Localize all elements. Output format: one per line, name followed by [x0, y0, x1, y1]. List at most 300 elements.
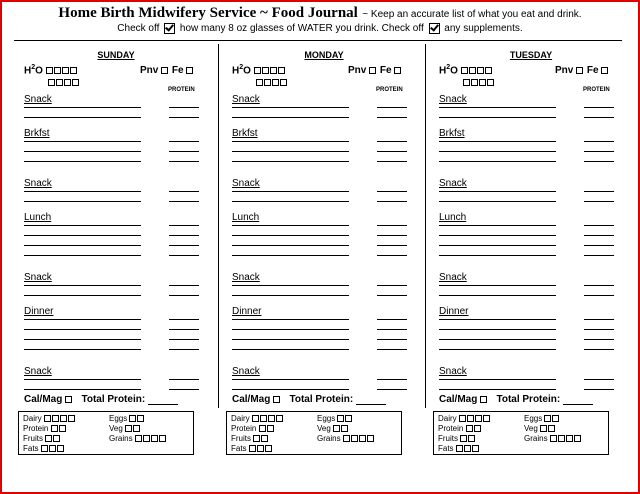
pnv-label: Pnv [555, 65, 574, 76]
fe-checkbox-icon[interactable] [394, 67, 401, 74]
calmag-total-row [439, 394, 593, 405]
meal-entry-line[interactable] [232, 235, 349, 236]
meal-entry-line[interactable] [439, 117, 556, 118]
checkbox-icon[interactable] [467, 415, 474, 422]
checkbox-icon[interactable] [68, 415, 75, 422]
checkbox-icon[interactable] [46, 67, 53, 74]
water-label-sup: 2 [31, 64, 36, 71]
meal-entry-line[interactable] [24, 235, 141, 236]
food-group-fruits [231, 434, 269, 443]
meal-label: Snack [439, 272, 467, 283]
meal-entry-line[interactable] [24, 389, 141, 390]
meal-label: Lunch [439, 212, 467, 223]
food-group-label: Eggs [524, 414, 543, 423]
checkbox-icon[interactable] [477, 67, 484, 74]
protein-entry-line[interactable] [377, 379, 407, 380]
meal-entry-line[interactable] [439, 349, 556, 350]
checked-box-icon [429, 23, 440, 34]
meal-entry-line[interactable] [24, 285, 141, 286]
meal-entry-line[interactable] [24, 117, 141, 118]
food-group-label: Veg [524, 424, 538, 433]
protein-entry-line[interactable] [169, 245, 199, 246]
checkbox-icon[interactable] [265, 445, 272, 452]
meal-entry-line[interactable] [439, 245, 556, 246]
food-group-veg [524, 424, 556, 433]
protein-column-label: PROTEIN [583, 87, 610, 93]
protein-entry-line[interactable] [377, 225, 407, 226]
checkbox-icon[interactable] [487, 79, 494, 86]
protein-entry-line[interactable] [584, 191, 614, 192]
protein-entry-line[interactable] [169, 225, 199, 226]
meal-label: Lunch [24, 212, 52, 223]
protein-entry-line[interactable] [584, 141, 614, 142]
protein-entry-line[interactable] [584, 295, 614, 296]
checkbox-icon[interactable] [72, 79, 79, 86]
food-group-label: Grains [524, 434, 548, 443]
protein-entry-line[interactable] [169, 151, 199, 152]
protein-entry-line[interactable] [169, 255, 199, 256]
meal-entry-line[interactable] [232, 295, 349, 296]
meal-entry-line[interactable] [439, 191, 556, 192]
water-checkboxes-row2 [48, 77, 80, 87]
protein-entry-line[interactable] [377, 201, 407, 202]
column-divider [425, 44, 426, 408]
instruction-part-3: any supplements. [444, 23, 523, 35]
meal-entry-line[interactable] [232, 117, 349, 118]
checkbox-icon[interactable] [471, 79, 478, 86]
protein-entry-line[interactable] [584, 201, 614, 202]
checkbox-icon[interactable] [253, 435, 260, 442]
checkbox-icon[interactable] [272, 79, 279, 86]
fe-checkbox-icon[interactable] [186, 67, 193, 74]
meal-entry-line[interactable] [232, 285, 349, 286]
protein-entry-line[interactable] [377, 389, 407, 390]
checkbox-icon[interactable] [460, 435, 467, 442]
checkbox-icon[interactable] [256, 79, 263, 86]
meal-entry-line[interactable] [24, 151, 141, 152]
checkbox-icon[interactable] [257, 445, 264, 452]
meal-label: Brkfst [439, 128, 465, 139]
protein-entry-line[interactable] [377, 151, 407, 152]
meal-label: Dinner [232, 306, 262, 317]
protein-entry-line[interactable] [584, 235, 614, 236]
meal-entry-line[interactable] [232, 191, 349, 192]
checkbox-icon[interactable] [341, 425, 348, 432]
checkbox-icon[interactable] [129, 415, 136, 422]
protein-column-label: PROTEIN [168, 87, 195, 93]
meal-entry-line[interactable] [24, 339, 141, 340]
food-group-label: Grains [317, 434, 341, 443]
day-name: TUESDAY [509, 50, 553, 60]
protein-entry-line[interactable] [584, 319, 614, 320]
food-group-fats [231, 444, 273, 453]
protein-entry-line[interactable] [584, 389, 614, 390]
protein-entry-line[interactable] [584, 225, 614, 226]
meal-label: Snack [24, 272, 52, 283]
protein-entry-line[interactable] [169, 141, 199, 142]
food-group-label: Fruits [438, 434, 458, 443]
meal-entry-line[interactable] [24, 295, 141, 296]
fe-checkbox-icon[interactable] [601, 67, 608, 74]
protein-entry-line[interactable] [169, 339, 199, 340]
checkbox-icon[interactable] [133, 425, 140, 432]
meal-entry-line[interactable] [232, 349, 349, 350]
checkbox-icon[interactable] [64, 79, 71, 86]
meal-entry-line[interactable] [232, 389, 349, 390]
meal-entry-line[interactable] [439, 295, 556, 296]
checkbox-icon[interactable] [461, 67, 468, 74]
water-label: H [232, 65, 240, 77]
checkbox-icon[interactable] [41, 445, 48, 452]
checkbox-icon[interactable] [264, 79, 271, 86]
food-group-label: Veg [317, 424, 331, 433]
checkbox-icon[interactable] [252, 415, 259, 422]
meal-entry-line[interactable] [232, 107, 349, 108]
water-label: H [24, 65, 32, 77]
protein-entry-line[interactable] [169, 161, 199, 162]
meal-entry-line[interactable] [232, 339, 349, 340]
meal-entry-line[interactable] [24, 329, 141, 330]
calmag-label: Cal/Mag [24, 394, 63, 405]
food-group-box [433, 411, 609, 455]
meal-entry-line[interactable] [439, 107, 556, 108]
meal-entry-line[interactable] [24, 201, 141, 202]
pnv-checkbox-icon[interactable] [161, 67, 168, 74]
food-group-fruits [438, 434, 476, 443]
water-label-sup: 2 [446, 64, 451, 71]
protein-entry-line[interactable] [377, 285, 407, 286]
checkbox-icon[interactable] [49, 445, 56, 452]
protein-entry-line[interactable] [169, 389, 199, 390]
food-group-box [18, 411, 194, 455]
day-name: MONDAY [304, 50, 344, 60]
checkbox-icon[interactable] [550, 435, 557, 442]
meal-label: Snack [232, 272, 260, 283]
checkbox-icon[interactable] [469, 67, 476, 74]
header-divider [14, 40, 622, 41]
food-group-label: Fruits [231, 434, 251, 443]
pnv-label: Pnv [140, 65, 159, 76]
food-group-veg [317, 424, 349, 433]
meal-label: Snack [24, 366, 52, 377]
food-group-label: Eggs [317, 414, 336, 423]
food-group-fats [23, 444, 65, 453]
meal-entry-line[interactable] [232, 255, 349, 256]
protein-entry-line[interactable] [377, 329, 407, 330]
protein-entry-line[interactable] [169, 107, 199, 108]
checkbox-icon[interactable] [57, 445, 64, 452]
protein-entry-line[interactable] [377, 161, 407, 162]
food-group-grains [317, 434, 375, 443]
food-group-eggs [317, 414, 353, 423]
instruction-part-2: how many 8 oz glasses of WATER you drink. Check off [179, 23, 424, 35]
checkbox-icon[interactable] [70, 67, 77, 74]
checkbox-icon[interactable] [351, 435, 358, 442]
protein-entry-line[interactable] [169, 285, 199, 286]
water-label-o: O [243, 65, 251, 77]
protein-entry-line[interactable] [377, 255, 407, 256]
protein-entry-line[interactable] [377, 295, 407, 296]
checkbox-icon[interactable] [558, 435, 565, 442]
protein-entry-line[interactable] [584, 117, 614, 118]
checkbox-icon[interactable] [367, 435, 374, 442]
journal-header [0, 4, 640, 34]
checkbox-icon[interactable] [483, 415, 490, 422]
protein-entry-line[interactable] [377, 349, 407, 350]
checkbox-icon[interactable] [278, 67, 285, 74]
checkbox-icon[interactable] [548, 425, 555, 432]
meal-entry-line[interactable] [24, 349, 141, 350]
checkbox-icon[interactable] [552, 415, 559, 422]
meal-entry-line[interactable] [24, 107, 141, 108]
checkbox-icon[interactable] [56, 79, 63, 86]
fe-label: Fe [379, 65, 392, 76]
checkbox-icon[interactable] [249, 445, 256, 452]
meal-entry-line[interactable] [24, 319, 141, 320]
checkbox-icon[interactable] [137, 415, 144, 422]
meal-entry-line[interactable] [232, 201, 349, 202]
food-group-box [226, 411, 402, 455]
protein-entry-line[interactable] [584, 255, 614, 256]
meal-label: Snack [232, 94, 260, 105]
calmag-label: Cal/Mag [439, 394, 478, 405]
meal-entry-line[interactable] [232, 225, 349, 226]
protein-entry-line[interactable] [169, 201, 199, 202]
meal-entry-line[interactable] [439, 255, 556, 256]
checkbox-icon[interactable] [456, 445, 463, 452]
checkbox-icon[interactable] [151, 435, 158, 442]
checkbox-icon[interactable] [472, 445, 479, 452]
protein-entry-line[interactable] [377, 245, 407, 246]
pnv-checkbox-icon[interactable] [369, 67, 376, 74]
checkbox-icon[interactable] [479, 79, 486, 86]
meal-entry-line[interactable] [232, 161, 349, 162]
water-tracker [232, 64, 286, 76]
meal-entry-line[interactable] [232, 379, 349, 380]
meal-entry-line[interactable] [439, 379, 556, 380]
meal-entry-line[interactable] [439, 389, 556, 390]
food-group-protein [231, 424, 275, 433]
meal-entry-line[interactable] [232, 151, 349, 152]
checkbox-icon[interactable] [267, 425, 274, 432]
checkbox-icon[interactable] [466, 425, 473, 432]
meal-entry-line[interactable] [232, 319, 349, 320]
checkbox-icon[interactable] [345, 415, 352, 422]
water-label-sup: 2 [239, 64, 244, 71]
food-group-label: Veg [109, 424, 123, 433]
checkbox-icon[interactable] [125, 425, 132, 432]
protein-entry-line[interactable] [584, 151, 614, 152]
checkbox-icon[interactable] [540, 425, 547, 432]
checkbox-icon[interactable] [159, 435, 166, 442]
checkbox-icon[interactable] [359, 435, 366, 442]
checkbox-icon[interactable] [259, 425, 266, 432]
checkbox-icon[interactable] [468, 435, 475, 442]
food-group-dairy [23, 414, 76, 423]
food-group-label: Fats [23, 444, 39, 453]
checkbox-icon[interactable] [60, 415, 67, 422]
food-group-dairy [231, 414, 284, 423]
meal-entry-line[interactable] [24, 141, 141, 142]
food-group-protein [438, 424, 482, 433]
checkbox-icon[interactable] [143, 435, 150, 442]
checkbox-icon[interactable] [260, 415, 267, 422]
protein-entry-line[interactable] [169, 329, 199, 330]
checkbox-icon[interactable] [254, 67, 261, 74]
protein-entry-line[interactable] [377, 141, 407, 142]
food-group-label: Dairy [231, 414, 250, 423]
total-protein-label: Total Protein: [496, 394, 561, 405]
checkbox-icon[interactable] [544, 415, 551, 422]
protein-entry-line[interactable] [584, 339, 614, 340]
meal-entry-line[interactable] [232, 141, 349, 142]
checkbox-icon[interactable] [276, 415, 283, 422]
checkbox-icon[interactable] [333, 425, 340, 432]
checkbox-icon[interactable] [45, 435, 52, 442]
instruction-part-1: Check off [117, 23, 160, 35]
day-name: SUNDAY [97, 50, 135, 60]
protein-entry-line[interactable] [169, 319, 199, 320]
protein-entry-line[interactable] [584, 107, 614, 108]
meal-label: Brkfst [24, 128, 50, 139]
checkbox-icon[interactable] [262, 67, 269, 74]
protein-entry-line[interactable] [584, 349, 614, 350]
meal-entry-line[interactable] [439, 285, 556, 286]
day-column-2 [431, 44, 631, 404]
pnv-checkbox-icon[interactable] [576, 67, 583, 74]
meal-entry-line[interactable] [232, 245, 349, 246]
checkbox-icon[interactable] [463, 79, 470, 86]
water-label-o: O [450, 65, 458, 77]
protein-entry-line[interactable] [169, 379, 199, 380]
checkbox-icon[interactable] [474, 425, 481, 432]
checkbox-icon[interactable] [268, 415, 275, 422]
food-group-label: Protein [23, 424, 49, 433]
calmag-checkbox-icon[interactable] [480, 396, 487, 403]
meal-entry-line[interactable] [439, 141, 556, 142]
protein-entry-line[interactable] [584, 245, 614, 246]
checkbox-icon[interactable] [270, 67, 277, 74]
protein-entry-line[interactable] [377, 339, 407, 340]
protein-entry-line[interactable] [377, 319, 407, 320]
supplements [348, 65, 402, 76]
water-label-o: O [35, 65, 43, 77]
protein-entry-line[interactable] [169, 235, 199, 236]
checkbox-icon[interactable] [566, 435, 573, 442]
checkbox-icon[interactable] [52, 415, 59, 422]
meal-entry-line[interactable] [24, 191, 141, 192]
meal-entry-line[interactable] [439, 319, 556, 320]
checkbox-icon[interactable] [62, 67, 69, 74]
meal-entry-line[interactable] [24, 379, 141, 380]
meal-entry-line[interactable] [439, 161, 556, 162]
protein-entry-line[interactable] [377, 117, 407, 118]
calmag-total-row [232, 394, 386, 405]
meal-entry-line[interactable] [24, 225, 141, 226]
meal-label: Dinner [24, 306, 54, 317]
water-label: H [439, 65, 447, 77]
meal-entry-line[interactable] [439, 339, 556, 340]
meal-entry-line[interactable] [439, 151, 556, 152]
protein-entry-line[interactable] [169, 191, 199, 192]
column-divider [218, 44, 219, 408]
journal-title: Home Birth Midwifery Service ~ Food Journal [58, 5, 358, 21]
meal-entry-line[interactable] [24, 245, 141, 246]
checkbox-icon[interactable] [54, 67, 61, 74]
meal-entry-line[interactable] [24, 255, 141, 256]
protein-entry-line[interactable] [377, 191, 407, 192]
water-tracker [439, 64, 493, 76]
supplements [555, 65, 609, 76]
meal-label: Snack [24, 94, 52, 105]
meal-label: Snack [232, 366, 260, 377]
meal-entry-line[interactable] [24, 161, 141, 162]
total-protein-line[interactable] [563, 396, 593, 405]
meal-entry-line[interactable] [439, 201, 556, 202]
checkbox-icon[interactable] [464, 445, 471, 452]
protein-column-label: PROTEIN [376, 87, 403, 93]
day-column-0 [16, 44, 216, 404]
protein-entry-line[interactable] [169, 117, 199, 118]
supplements [140, 65, 194, 76]
protein-entry-line[interactable] [377, 235, 407, 236]
food-group-dairy [438, 414, 491, 423]
meal-label: Snack [24, 178, 52, 189]
calmag-checkbox-icon[interactable] [65, 396, 72, 403]
checkbox-icon[interactable] [51, 425, 58, 432]
checkbox-icon[interactable] [135, 435, 142, 442]
water-checkboxes-row2 [463, 77, 495, 87]
food-group-label: Dairy [438, 414, 457, 423]
food-group-label: Fruits [23, 434, 43, 443]
checkbox-icon[interactable] [53, 435, 60, 442]
meal-entry-line[interactable] [232, 329, 349, 330]
checkbox-icon[interactable] [574, 435, 581, 442]
food-group-label: Dairy [23, 414, 42, 423]
checkbox-icon[interactable] [48, 79, 55, 86]
total-protein-line[interactable] [356, 396, 386, 405]
checkbox-icon[interactable] [44, 415, 51, 422]
food-group-label: Eggs [109, 414, 128, 423]
meal-entry-line[interactable] [439, 225, 556, 226]
protein-entry-line[interactable] [584, 161, 614, 162]
protein-entry-line[interactable] [169, 349, 199, 350]
checkbox-icon[interactable] [459, 415, 466, 422]
checkbox-icon[interactable] [337, 415, 344, 422]
checkbox-icon[interactable] [59, 425, 66, 432]
water-tracker [24, 64, 78, 76]
calmag-checkbox-icon[interactable] [273, 396, 280, 403]
total-protein-line[interactable] [148, 396, 178, 405]
journal-instructions [0, 23, 640, 34]
protein-entry-line[interactable] [584, 285, 614, 286]
meal-label: Snack [439, 366, 467, 377]
checkbox-icon[interactable] [280, 79, 287, 86]
protein-entry-line[interactable] [584, 329, 614, 330]
food-group-fats [438, 444, 480, 453]
protein-entry-line[interactable] [584, 379, 614, 380]
food-group-eggs [109, 414, 145, 423]
protein-entry-line[interactable] [377, 107, 407, 108]
checkbox-icon[interactable] [485, 67, 492, 74]
checkbox-icon[interactable] [261, 435, 268, 442]
protein-entry-line[interactable] [169, 295, 199, 296]
checkbox-icon[interactable] [343, 435, 350, 442]
meal-entry-line[interactable] [439, 329, 556, 330]
checkbox-icon[interactable] [475, 415, 482, 422]
meal-entry-line[interactable] [439, 235, 556, 236]
food-group-fruits [23, 434, 61, 443]
